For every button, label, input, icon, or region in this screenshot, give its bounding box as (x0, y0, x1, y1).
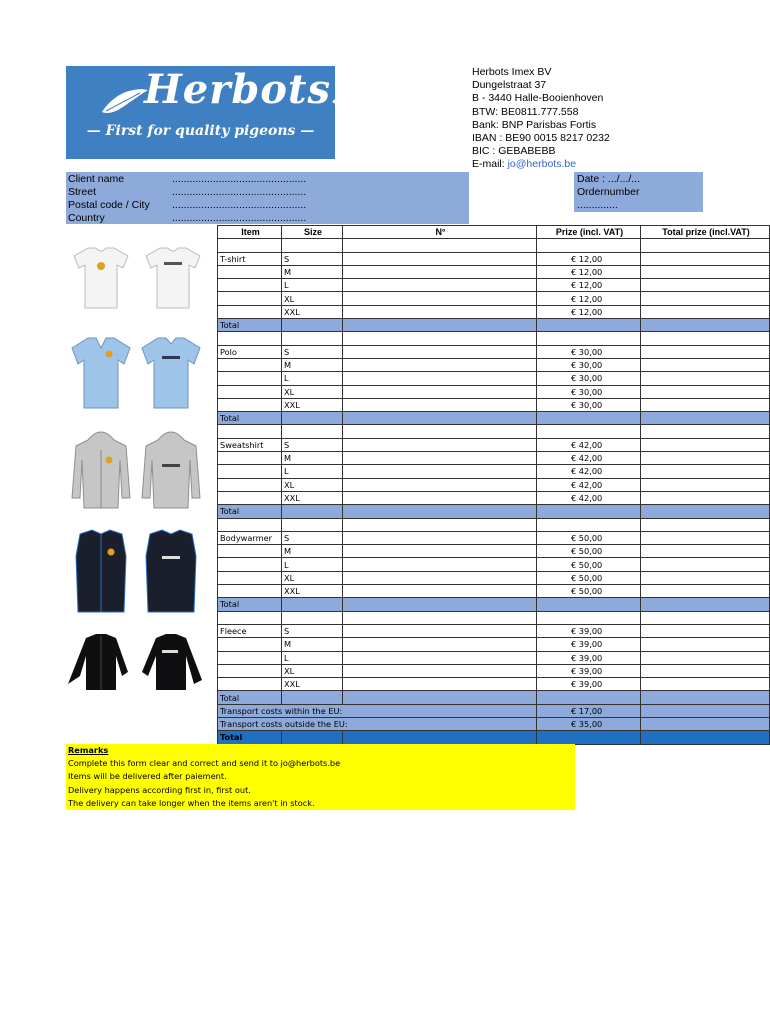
table-row (218, 452, 770, 465)
total-prize-cell[interactable] (641, 651, 770, 664)
tshirt-image (66, 244, 206, 314)
quantity-cell[interactable] (343, 452, 537, 465)
size-cell: M (282, 265, 343, 278)
table-row (218, 638, 770, 651)
item-cell (218, 558, 282, 571)
size-cell: XXL (282, 398, 343, 411)
price-cell: € 42,00 (537, 478, 641, 491)
quantity-cell[interactable] (343, 385, 537, 398)
header-prize: Prize (incl. VAT) (537, 226, 641, 239)
logo-tagline: — First for quality pigeons — (86, 123, 315, 139)
table-row (218, 558, 770, 571)
table-row (218, 438, 770, 451)
header-total-prize: Total prize (incl.VAT) (641, 226, 770, 239)
total-prize-cell[interactable] (641, 358, 770, 371)
transport-outside-total-cell[interactable] (641, 717, 770, 730)
total-prize-cell[interactable] (641, 438, 770, 451)
item-cell (218, 305, 282, 318)
price-cell: € 12,00 (537, 292, 641, 305)
quantity-cell[interactable] (343, 585, 537, 598)
ordernumber-field[interactable]: .............. (577, 199, 618, 211)
postal-city-label: Postal code / City (68, 199, 150, 211)
subtotal-label: Total (218, 691, 282, 704)
company-line: Herbots Imex BV (472, 66, 552, 78)
table-row (218, 292, 770, 305)
quantity-cell[interactable] (343, 372, 537, 385)
subtotal-label: Total (218, 598, 282, 611)
subtotal-row (218, 505, 770, 518)
date-field[interactable]: Date : .../.../... (577, 173, 641, 185)
quantity-cell[interactable] (343, 478, 537, 491)
transport-eu-label: Transport costs within the EU: (218, 704, 537, 717)
size-cell: L (282, 465, 343, 478)
item-cell (218, 478, 282, 491)
transport-outside-row (218, 717, 770, 730)
price-cell: € 42,00 (537, 438, 641, 451)
total-prize-cell[interactable] (641, 345, 770, 358)
size-cell: M (282, 358, 343, 371)
subtotal-row (218, 319, 770, 332)
size-cell: XL (282, 571, 343, 584)
item-cell (218, 465, 282, 478)
price-cell: € 39,00 (537, 624, 641, 637)
quantity-cell[interactable] (343, 358, 537, 371)
subtotal-cell[interactable] (641, 505, 770, 518)
price-cell: € 12,00 (537, 305, 641, 318)
quantity-cell[interactable] (343, 265, 537, 278)
quantity-cell[interactable] (343, 651, 537, 664)
total-prize-cell[interactable] (641, 279, 770, 292)
item-cell (218, 292, 282, 305)
polo-image (66, 334, 206, 414)
quantity-cell[interactable] (343, 305, 537, 318)
price-cell: € 30,00 (537, 385, 641, 398)
transport-outside-label: Transport costs outside the EU: (218, 717, 537, 730)
quantity-cell[interactable] (343, 571, 537, 584)
company-line: B - 3440 Halle-Booienhoven (472, 92, 604, 105)
remarks-title: Remarks (68, 745, 109, 755)
total-prize-cell[interactable] (641, 398, 770, 411)
size-cell: M (282, 545, 343, 558)
quantity-cell[interactable] (343, 465, 537, 478)
quantity-cell[interactable] (343, 438, 537, 451)
size-cell: XL (282, 385, 343, 398)
table-row (218, 372, 770, 385)
table-row (218, 345, 770, 358)
table-row (218, 585, 770, 598)
item-cell: Bodywarmer (218, 531, 282, 544)
total-prize-cell[interactable] (641, 624, 770, 637)
company-line: IBAN : BE90 0015 8217 0232 (472, 132, 610, 145)
size-cell: XXL (282, 491, 343, 504)
total-prize-cell[interactable] (641, 478, 770, 491)
item-cell (218, 385, 282, 398)
street-label: Street (68, 186, 97, 198)
client-name-field[interactable]: .............................................. (172, 173, 307, 185)
size-cell: L (282, 279, 343, 292)
total-prize-cell[interactable] (641, 558, 770, 571)
ordernumber-label: Ordernumber (577, 186, 640, 198)
remarks-line: Delivery happens according first in, first out. (68, 784, 251, 795)
total-prize-cell[interactable] (641, 664, 770, 677)
remarks-line: The delivery can take longer when the items aren't in stock. (68, 797, 315, 808)
subtotal-label: Total (218, 412, 282, 425)
bodywarmer-image (66, 526, 206, 616)
table-row (218, 265, 770, 278)
quantity-cell[interactable] (343, 558, 537, 571)
company-email-line: E-mail: jo@herbots.be (472, 158, 577, 171)
item-cell (218, 585, 282, 598)
total-prize-cell[interactable] (641, 531, 770, 544)
table-row (218, 398, 770, 411)
transport-eu-row (218, 704, 770, 717)
table-row (218, 571, 770, 584)
fleece-image (66, 632, 206, 694)
size-cell: L (282, 651, 343, 664)
item-cell (218, 545, 282, 558)
table-row (218, 279, 770, 292)
item-cell (218, 398, 282, 411)
price-cell: € 30,00 (537, 358, 641, 371)
table-row (218, 358, 770, 371)
remarks-line: Complete this form clear and correct and send it to jo@herbots.be (68, 758, 341, 769)
subtotal-label: Total (218, 505, 282, 518)
transport-eu-total-cell[interactable] (641, 704, 770, 717)
subtotal-cell[interactable] (641, 319, 770, 332)
quantity-cell[interactable] (343, 252, 537, 265)
total-prize-cell[interactable] (641, 292, 770, 305)
transport-outside-price: € 35,00 (537, 717, 641, 730)
size-cell: XL (282, 664, 343, 677)
sweatshirt-image (66, 428, 206, 512)
item-cell: T-shirt (218, 252, 282, 265)
table-row (218, 385, 770, 398)
quantity-cell[interactable] (343, 664, 537, 677)
size-cell: S (282, 252, 343, 265)
subtotal-row (218, 412, 770, 425)
quantity-cell[interactable] (343, 491, 537, 504)
subtotal-cell[interactable] (641, 412, 770, 425)
price-cell: € 12,00 (537, 252, 641, 265)
table-row (218, 664, 770, 677)
quantity-cell[interactable] (343, 638, 537, 651)
table-row (218, 624, 770, 637)
item-cell (218, 279, 282, 292)
table-row (218, 531, 770, 544)
subtotal-row (218, 598, 770, 611)
size-cell: XL (282, 292, 343, 305)
size-cell: S (282, 624, 343, 637)
subtotal-cell[interactable] (641, 598, 770, 611)
country-field[interactable]: .............................................. (172, 212, 307, 224)
price-cell: € 30,00 (537, 398, 641, 411)
remarks-line: Items will be delivered after paiement. (68, 771, 227, 782)
item-cell (218, 358, 282, 371)
item-cell (218, 265, 282, 278)
table-row (218, 678, 770, 691)
order-table (217, 225, 770, 745)
item-cell (218, 664, 282, 677)
client-name-label: Client name (68, 173, 125, 185)
price-cell: € 12,00 (537, 279, 641, 292)
price-cell: € 39,00 (537, 678, 641, 691)
table-row (218, 478, 770, 491)
item-cell: Fleece (218, 624, 282, 637)
grand-total-cell[interactable] (641, 731, 770, 744)
header-quantity: N° (343, 226, 537, 239)
total-prize-cell[interactable] (641, 585, 770, 598)
spacer-row (218, 611, 770, 624)
table-header-row (218, 226, 770, 239)
table-row (218, 545, 770, 558)
item-cell (218, 638, 282, 651)
size-cell: XXL (282, 585, 343, 598)
logo-wordmark: Herbots.be (144, 66, 368, 113)
subtotal-cell[interactable] (641, 691, 770, 704)
remarks-box (66, 744, 575, 810)
total-prize-cell[interactable] (641, 491, 770, 504)
herbots-logo (66, 66, 368, 159)
spacer-row (218, 239, 770, 252)
postal-city-field[interactable]: .............................................. (172, 199, 307, 211)
transport-eu-price: € 17,00 (537, 704, 641, 717)
street-field[interactable]: .............................................. (172, 186, 307, 198)
client-info-block (66, 172, 469, 224)
price-cell: € 50,00 (537, 531, 641, 544)
size-cell: M (282, 638, 343, 651)
price-cell: € 39,00 (537, 651, 641, 664)
item-cell: Polo (218, 345, 282, 358)
grand-total-label: Total (218, 731, 282, 744)
size-cell: S (282, 438, 343, 451)
price-cell: € 42,00 (537, 465, 641, 478)
price-cell: € 50,00 (537, 585, 641, 598)
header-size: Size (282, 226, 343, 239)
quantity-cell[interactable] (343, 531, 537, 544)
quantity-cell[interactable] (343, 398, 537, 411)
grand-total-row (218, 731, 770, 744)
quantity-cell[interactable] (343, 292, 537, 305)
price-cell: € 30,00 (537, 345, 641, 358)
size-cell: M (282, 452, 343, 465)
item-cell: Sweatshirt (218, 438, 282, 451)
spacer-row (218, 425, 770, 438)
price-cell: € 39,00 (537, 664, 641, 677)
item-cell (218, 678, 282, 691)
company-line: Dungelstraat 37 (472, 79, 547, 92)
item-cell (218, 452, 282, 465)
company-line: Bank: BNP Parisbas Fortis (472, 118, 597, 131)
company-line: BIC : GEBABEBB (472, 145, 556, 158)
size-cell: XL (282, 478, 343, 491)
item-cell (218, 491, 282, 504)
item-cell (218, 571, 282, 584)
total-prize-cell[interactable] (641, 638, 770, 651)
price-cell: € 50,00 (537, 558, 641, 571)
size-cell: L (282, 558, 343, 571)
feather-icon (100, 82, 150, 122)
total-prize-cell[interactable] (641, 571, 770, 584)
size-cell: XXL (282, 305, 343, 318)
email-link[interactable]: jo@herbots.be (507, 158, 577, 171)
price-cell: € 12,00 (537, 265, 641, 278)
price-cell: € 30,00 (537, 372, 641, 385)
quantity-cell[interactable] (343, 279, 537, 292)
price-cell: € 39,00 (537, 638, 641, 651)
total-prize-cell[interactable] (641, 678, 770, 691)
size-cell: S (282, 531, 343, 544)
total-prize-cell[interactable] (641, 385, 770, 398)
total-prize-cell[interactable] (641, 452, 770, 465)
order-info-block (574, 172, 703, 212)
subtotal-row (218, 691, 770, 704)
table-row (218, 305, 770, 318)
company-line: BTW: BE0811.777.558 (472, 105, 579, 118)
table-row (218, 252, 770, 265)
header-item: Item (218, 226, 282, 239)
total-prize-cell[interactable] (641, 265, 770, 278)
table-row (218, 651, 770, 664)
quantity-cell[interactable] (343, 624, 537, 637)
spacer-row (218, 518, 770, 531)
item-cell (218, 372, 282, 385)
total-prize-cell[interactable] (641, 252, 770, 265)
total-prize-cell[interactable] (641, 465, 770, 478)
total-prize-cell[interactable] (641, 372, 770, 385)
company-address (472, 66, 610, 172)
country-label: Country (68, 212, 105, 224)
total-prize-cell[interactable] (641, 305, 770, 318)
total-prize-cell[interactable] (641, 545, 770, 558)
item-cell (218, 651, 282, 664)
size-cell: S (282, 345, 343, 358)
size-cell: XXL (282, 678, 343, 691)
table-row (218, 491, 770, 504)
spacer-row (218, 332, 770, 345)
quantity-cell[interactable] (343, 345, 537, 358)
price-cell: € 50,00 (537, 545, 641, 558)
quantity-cell[interactable] (343, 545, 537, 558)
quantity-cell[interactable] (343, 678, 537, 691)
price-cell: € 42,00 (537, 452, 641, 465)
size-cell: L (282, 372, 343, 385)
subtotal-label: Total (218, 319, 282, 332)
price-cell: € 50,00 (537, 571, 641, 584)
table-row (218, 465, 770, 478)
price-cell: € 42,00 (537, 491, 641, 504)
